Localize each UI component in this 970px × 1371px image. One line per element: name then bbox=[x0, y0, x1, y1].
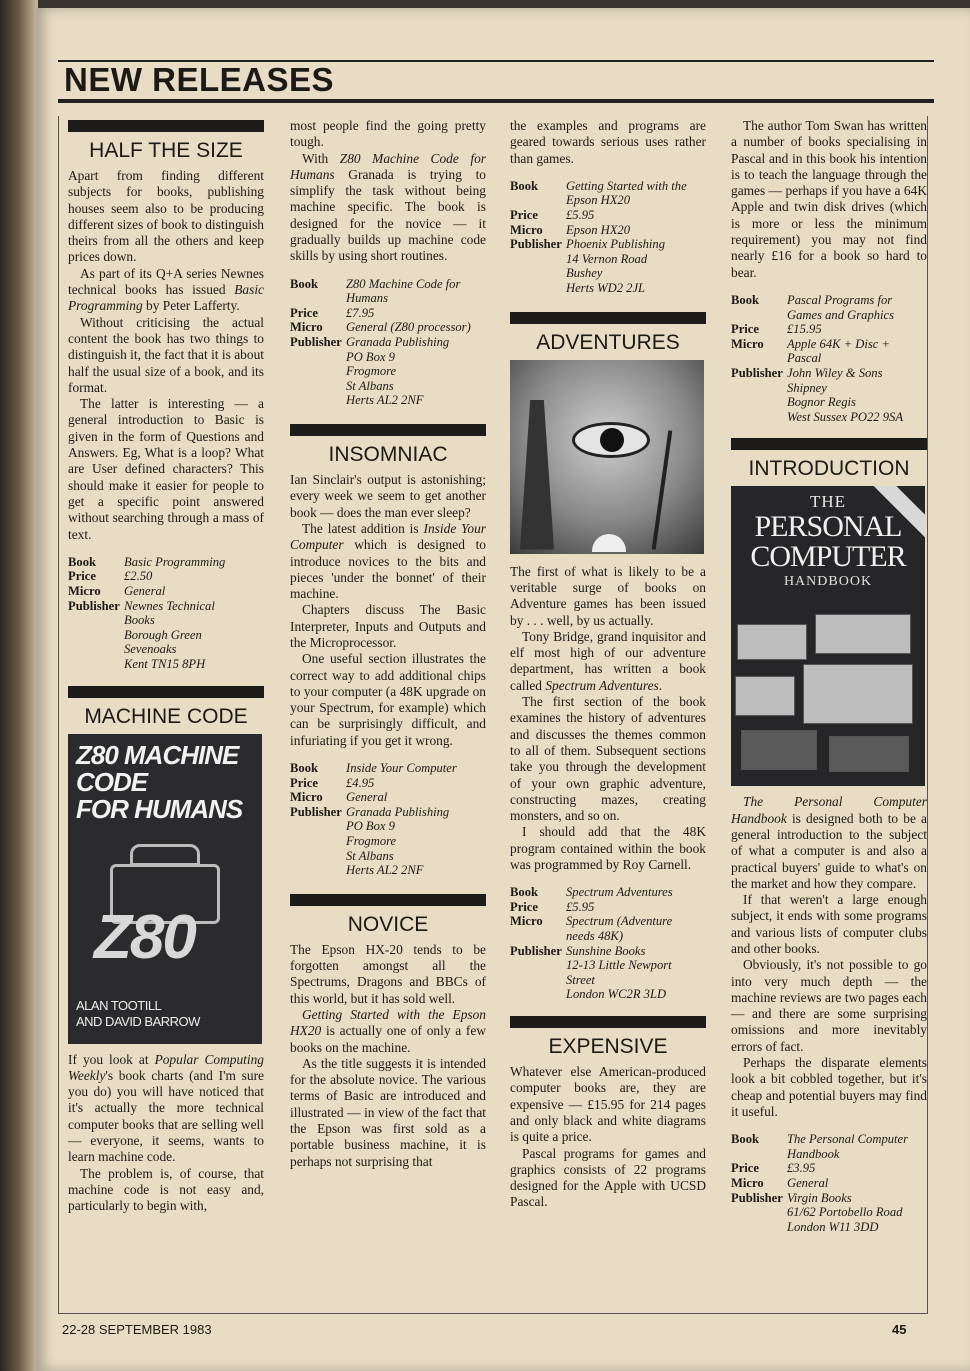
paragraph: most people find the going pretty tough. bbox=[290, 118, 486, 150]
paragraph: The first section of the book examines the history of adventures and discusses the themes common to all of them. Subsequent sections take you through the development of your own graphic adventure, constructing mazes, creating monsters, and so on. bbox=[510, 694, 706, 824]
section-title-introduction: INTRODUCTION bbox=[748, 457, 910, 481]
paragraph: Pascal programs for games and graphics consists of 22 programs designed for the Apple with UCSD Pascal. bbox=[510, 1145, 706, 1210]
section-bar bbox=[290, 894, 486, 906]
column-3 bbox=[510, 118, 706, 1211]
section-title-novice: NOVICE bbox=[347, 912, 429, 936]
cover-title: PERSONAL COMPUTER bbox=[750, 510, 906, 574]
column-2 bbox=[290, 118, 486, 1170]
section-bar bbox=[68, 686, 264, 698]
paragraph: Getting Started with the Epson HX20 is actually one of only a few books on the machine. bbox=[290, 1007, 486, 1055]
page-number: 45 bbox=[892, 1322, 907, 1337]
book-info-box: Book Inside Your Computer Price £4.95 Micro General Publisher Granada Publishing PO Box 9 Frogmore St Albans Herts AL2 2NF bbox=[290, 761, 457, 878]
book-info-box: Book Basic Programming Price £2.50 Micro General Publisher Newnes Technical Books Borough Green Sevenoaks Kent TN15 8PH bbox=[68, 554, 226, 671]
section-bar bbox=[510, 1016, 706, 1028]
paragraph: Without criticising the actual content the book has two things to distinguish it, the fact that it is about half the usual size of a book, and its format. bbox=[68, 314, 264, 395]
section-title-adventures: ADVENTURES bbox=[536, 330, 680, 354]
section-title-machine-code: MACHINE CODE bbox=[84, 704, 248, 728]
book-info-box: Book Pascal Programs for Games and Graphics Price £15.95 Micro Apple 64K + Disc + Pascal Publisher John Wiley & Sons Shipney Bognor Regis West Sussex PO22 9SA bbox=[731, 292, 904, 424]
paragraph: Chapters discuss The Basic Interpreter, Inputs and Outputs and the Microprocessor. bbox=[290, 602, 486, 650]
column-4 bbox=[731, 118, 927, 1244]
paragraph: If you look at Popular Computing Weekly's book charts (and I'm sure you do) you will have noticed that it's actually the more technical computer books that are selling well — everyone, it seems, wants to learn machine code. bbox=[68, 1051, 264, 1165]
cover-subtitle: HANDBOOK bbox=[783, 574, 873, 590]
paragraph: the examples and programs are geared towards serious uses rather than games. bbox=[510, 118, 706, 166]
section-bar bbox=[510, 312, 706, 324]
section-title-expensive: EXPENSIVE bbox=[548, 1035, 668, 1059]
section-title-half-the-size: HALF THE SIZE bbox=[89, 139, 243, 162]
paragraph: With Z80 Machine Code for Humans Granada is trying to simplify the task without being machine specific. The book is designed for the novice — it gradually builds up machine code skills by using short routines. bbox=[290, 150, 486, 264]
paragraph: Whatever else American-produced computer books are, they are expensive — £15.95 for 214 pages and only black and white diagrams is quite a price. bbox=[510, 1064, 706, 1145]
book-info-box: Book Spectrum Adventures Price £5.95 Micro Spectrum (Adventure needs 48K) Publisher Sunshine Books 12-13 Little Newport Street London WC2R 3LD bbox=[510, 885, 673, 1002]
page-headline: NEW RELEASES bbox=[64, 61, 335, 98]
paragraph: Tony Bridge, grand inquisitor and elf most high of our adventure department, has written a book called Spectrum Adventures. bbox=[510, 628, 706, 693]
paragraph: As part of its Q+A series Newnes technical books has issued Basic Programming by Peter Lafferty. bbox=[68, 265, 264, 314]
cover-logo: Z80 bbox=[94, 902, 195, 972]
paragraph: The Epson HX-20 tends to be forgotten amongst all the Spectrums, Dragons and BBCs of this world, but it has sold well. bbox=[290, 941, 486, 1006]
issue-date: 22-28 SEPTEMBER 1983 bbox=[62, 1322, 212, 1337]
page-binding bbox=[0, 0, 38, 1371]
paragraph: The problem is, of course, that machine code is not easy and, particularly to begin with, bbox=[68, 1165, 264, 1214]
column-1 bbox=[68, 118, 264, 1215]
paragraph: As the title suggests it is intended for the absolute novice. The various terms of Basic are introduced and illustrated — in view of the fact that the Epson was first sold as a portable business machine, it is perhaps not surprising that bbox=[290, 1055, 486, 1169]
section-bar bbox=[290, 424, 486, 436]
paragraph: The Personal Computer Handbook is designed both to be a general introduction to the subject of what a computer is and also a practical buyers' guide to what's on the market and how they compare. bbox=[731, 794, 927, 891]
paragraph: I should add that the 48K program contained within the book was programmed by Roy Carnell. bbox=[510, 824, 706, 872]
book-info-box: Book Getting Started with the Epson HX20 Price £5.95 Micro Epson HX20 Publisher Phoenix Publishing 14 Vernon Road Bushey Herts WD2 2JL bbox=[510, 178, 687, 296]
paragraph: The latest addition is Inside Your Computer which is designed to introduce novices to the bits and pieces 'under the bonnet' of their machine. bbox=[290, 520, 486, 602]
paragraph: Apart from finding different subjects for books, publishing houses seem also to be producing different sizes of book to distinguish theirs from all the others and keep prices down. bbox=[68, 168, 264, 265]
cover-title: Z80 MACHINE CODE FOR HUMANS bbox=[76, 739, 243, 824]
cover-authors: ALAN TOOTILL AND DAVID BARROW bbox=[76, 997, 200, 1029]
cover-the: THE bbox=[809, 492, 847, 512]
paragraph: Obviously, it's not possible to go into very much depth — the machine reviews are two pages each — and there are some surprising omissions and more inevitably errors of fact. bbox=[731, 957, 927, 1054]
adventure-illustration-image bbox=[510, 360, 704, 554]
personal-computer-handbook-cover-image bbox=[731, 486, 925, 786]
paragraph: One useful section illustrates the correct way to add additional chips to your computer (a 48K upgrade on your Spectrum, for example) which can be surprisingly difficult, and infuriating if you get it wrong. bbox=[290, 651, 486, 748]
paragraph: The first of what is likely to be a veritable surge of books on Adventure games has been issued by . . . well, by us actually. bbox=[510, 563, 706, 628]
paragraph: The latter is interesting — a general introduction to Basic is given in the form of Questions and Answers. Eg, What is a loop? What are User defined characters? This should make it easier for people to get a specific point answered without searching through a mass of text. bbox=[68, 396, 264, 542]
paragraph: The author Tom Swan has written a number of books specialising in Pascal and in this book his intention is to teach the language through the games — perhaps if you have a 64K Apple and twin disk drives (which is more or less the minimum requirement) you may not find nearly £16 for a book so hard to bear. bbox=[731, 118, 927, 280]
paragraph: If that weren't a large enough subject, it ends with some programs and various lists of computer clubs and other books. bbox=[731, 892, 927, 956]
book-info-box: Book The Personal Computer Handbook Price £3.95 Micro General Publisher Virgin Books 61/62 Portobello Road London W11 3DD bbox=[731, 1132, 909, 1234]
z80-book-cover-image bbox=[68, 734, 262, 1044]
paragraph: Perhaps the disparate elements look a bit cobbled together, but it's cheap and potential buyers may find it useful. bbox=[731, 1055, 927, 1119]
section-bar bbox=[68, 120, 264, 132]
section-title-insomniac: INSOMNIAC bbox=[328, 443, 448, 467]
headline-rule bbox=[58, 99, 934, 103]
book-info-box: Book Z80 Machine Code for Humans Price £7.95 Micro General (Z80 processor) Publisher Granada Publishing PO Box 9 Frogmore St Albans Herts AL2 2NF bbox=[290, 276, 471, 408]
paragraph: Ian Sinclair's output is astonishing; every week we seem to get another book — does the man ever sleep? bbox=[290, 472, 486, 520]
section-bar bbox=[731, 438, 927, 450]
